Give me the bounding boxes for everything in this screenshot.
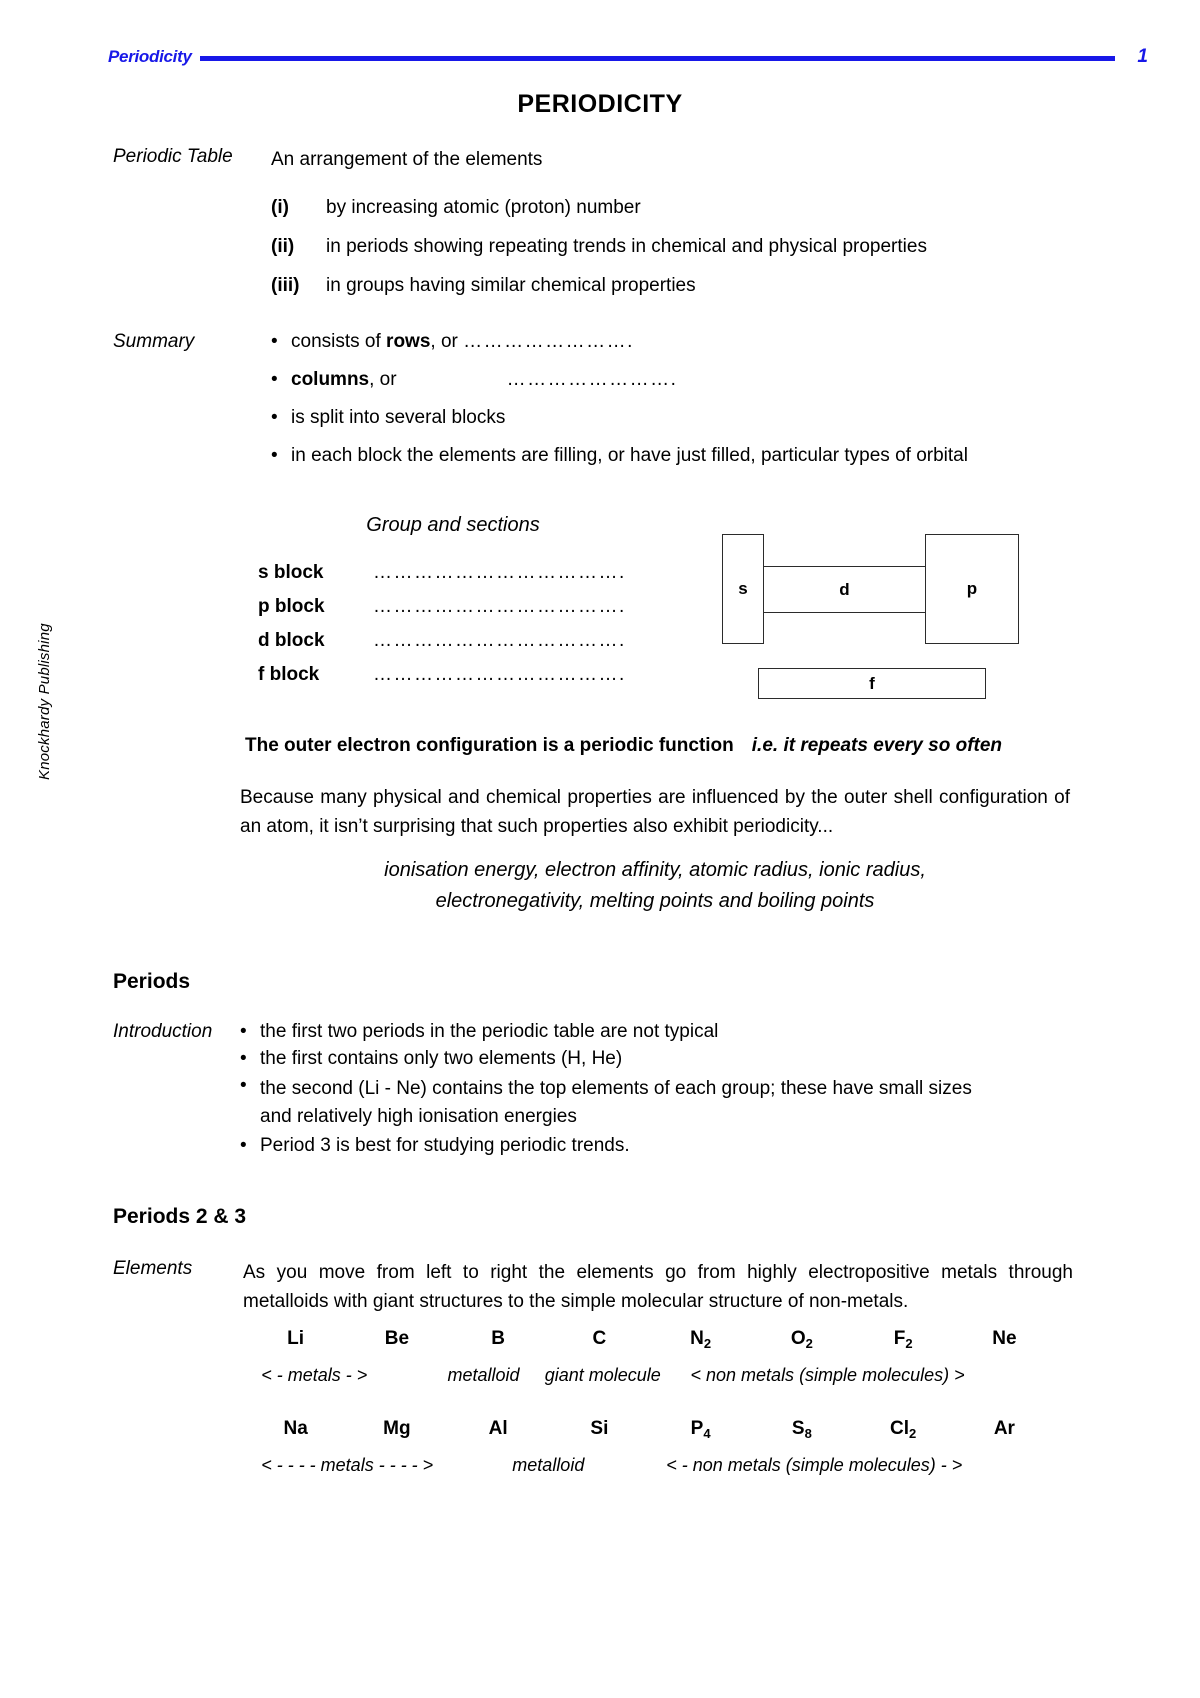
bullet-text: the first contains only two elements (H, He) [260,1048,623,1069]
element-symbol-text: F [893,1328,906,1349]
periodic-function-italic: i.e. it repeats every so often [751,735,1003,756]
item-text: by increasing atomic (proton) number [326,196,641,218]
summary-bullet [271,369,1101,391]
element-symbol [751,1418,852,1440]
element-symbol [346,1418,447,1440]
summary-bullet [271,407,1101,429]
element-symbol-text: Na [283,1418,308,1439]
period-3-annotations [245,1455,1055,1485]
period-2-annotations [245,1365,1055,1395]
bullet-icon: • [240,1048,247,1069]
f-block-box [758,668,986,699]
bullet-text: the second (Li - Ne) contains the top elements of each group; these have small sizes and relatively high ionisation energies [260,1078,972,1127]
d-block-label: d [839,579,850,599]
element-symbol [245,1328,346,1350]
element-symbol [650,1418,751,1440]
periodic-table-label: Periodic Table [113,146,233,167]
periodic-function-bold: The outer electron configuration is a periodic function [245,735,734,756]
element-symbol-text: N [690,1328,704,1349]
element-subscript: 2 [905,1336,913,1351]
element-symbol-text: Mg [383,1418,411,1439]
element-symbol-text: Li [287,1328,305,1349]
period-2-elements-row [245,1328,1055,1395]
p-block-box [925,534,1019,644]
element-symbol [448,1418,549,1440]
periodic-properties-list [240,855,1070,917]
block-row [258,664,678,686]
element-symbol-text: C [592,1328,607,1349]
block-list [258,562,678,698]
block-row [258,630,678,652]
publisher-watermark: Knockhardy Publishing [36,623,53,780]
item-number: (i) [271,196,289,218]
annotation-metalloid: metalloid [512,1455,585,1475]
element-symbol [346,1328,447,1350]
element-symbol [751,1328,852,1350]
element-subscript: 8 [804,1426,812,1441]
f-block-label: f [869,673,875,693]
annotation-non-metals: < non metals (simple molecules) > [690,1365,965,1385]
bullet-icon: • [271,369,278,390]
fill-in-dots: ………………………………. [373,562,626,583]
element-symbol-text: O [790,1328,806,1349]
s-block-box [722,534,764,644]
element-subscript: 2 [909,1426,917,1441]
item-number: (ii) [271,235,295,257]
item-number: (iii) [271,274,300,296]
block-row [258,562,678,584]
block-row [258,596,678,618]
element-symbol-text: S [791,1418,805,1439]
summary-body [271,331,1101,483]
annotation-metals: < - - - - metals - - - - > [261,1455,434,1475]
summary-label: Summary [113,331,195,352]
page-header [108,40,1148,74]
fill-in-dots: ………………………………. [373,596,626,617]
element-symbols-row [245,1418,1055,1440]
element-symbol-text: P [690,1418,704,1439]
bullet-text-bold: columns [291,369,370,390]
annotation-non-metals: < - non metals (simple molecules) - > [666,1455,963,1475]
periodicity-paragraph: Because many physical and chemical properties are influenced by the outer shell configuration of an atom, it isn’t surprising that such properties also exhibit periodicity... [240,787,1070,838]
element-symbol-text: Ne [992,1328,1017,1349]
header-title: Periodicity [108,47,192,66]
properties-line-2: electronegativity, melting points and boiling points [435,890,875,912]
bullet-text [291,331,1101,353]
element-symbol-text: Be [384,1328,410,1349]
d-block-box [763,566,926,613]
periods-heading: Periods [113,970,191,993]
element-subscript: 2 [805,1336,813,1351]
element-symbol [549,1328,650,1350]
bullet-icon: • [240,1021,247,1042]
element-symbol [853,1328,954,1350]
periods-bullet [240,1048,1070,1070]
introduction-label: Introduction [113,1021,213,1042]
element-subscript: 2 [703,1336,712,1351]
block-name: s block [258,562,324,583]
group-sections-heading: Group and sections [366,514,540,536]
element-subscript: 4 [703,1426,711,1441]
bullet-text-post: , or [430,331,464,352]
item-text: in periods showing repeating trends in chemical and physical properties [326,235,927,257]
element-symbol [853,1418,954,1440]
summary-bullet [271,331,1101,353]
periods-bullet [240,1075,1070,1130]
item-text: in groups having similar chemical properties [326,274,696,296]
element-symbol [650,1328,751,1350]
element-symbol [245,1418,346,1440]
properties-line-1: ionisation energy, electron affinity, atomic radius, ionic radius, [384,859,926,881]
orbital-blocks-diagram [722,534,1022,704]
bullet-text [291,369,1101,391]
p-block-label: p [966,579,978,598]
bullet-text: in each block the elements are filling, or have just filled, particular types of orbital [291,445,968,466]
element-symbol-text: Si [590,1418,609,1439]
annotation-metals: < - metals - > [261,1365,368,1385]
bullet-icon: • [240,1075,247,1096]
bullet-icon: • [271,445,278,466]
bullet-text: Period 3 is best for studying periodic trends. [260,1135,630,1157]
bullet-text-bold: rows [386,331,431,352]
periods-2-3-heading: Periods 2 & 3 [113,1205,247,1228]
element-symbol [549,1418,650,1440]
periods-intro-bullets [240,1021,1070,1162]
bullet-text: the first two periods in the periodic table are not typical [260,1021,719,1042]
annotation-giant-molecule: giant molecule [544,1365,661,1385]
bullet-text-pre: consists of [291,331,387,352]
bullet-text: is split into several blocks [291,407,506,428]
fill-in-dots: ………………………………. [373,630,626,651]
bullet-icon: • [271,407,278,428]
fill-in-dots: ……………………. [463,331,634,352]
element-symbol [954,1418,1055,1440]
periods-bullet [240,1021,1070,1043]
element-symbol-text: B [491,1328,505,1349]
bullet-icon: • [240,1135,247,1157]
summary-bullet [271,445,1101,467]
elements-paragraph: As you move from left to right the elements go from highly electropositive metals through metalloids with giant structures to the simple molecular structure of non-metals. [243,1262,1073,1313]
element-symbols-row [245,1328,1055,1350]
page-title: PERIODICITY [517,90,683,118]
block-name: f block [258,664,320,685]
periodic-table-body [271,146,1111,314]
periodic-function-statement [245,735,1115,757]
periodic-table-intro: An arrangement of the elements [271,149,543,170]
bullet-icon: • [271,331,278,352]
fill-in-dots: ………………………………. [373,664,626,685]
periodic-table-item [271,275,1111,297]
annotation-metalloid: metalloid [447,1365,520,1385]
element-symbol [448,1328,549,1350]
page-number: 1 [1137,46,1148,67]
period-3-elements-row [245,1418,1055,1485]
element-symbol-text: Al [488,1418,508,1439]
bullet-text-post: , or [369,369,397,390]
element-symbol-text: Cl [890,1418,909,1439]
header-rule [200,56,1116,61]
element-symbol [954,1328,1055,1350]
s-block-label: s [738,579,748,598]
fill-in-dots: ……………………. [506,369,678,390]
block-name: d block [258,630,325,651]
element-symbol-text: Ar [993,1418,1015,1439]
periodic-table-item [271,197,1111,219]
elements-label: Elements [113,1258,193,1279]
periods-bullet [240,1135,1070,1157]
block-name: p block [258,596,325,617]
periodic-table-item [271,236,1111,258]
